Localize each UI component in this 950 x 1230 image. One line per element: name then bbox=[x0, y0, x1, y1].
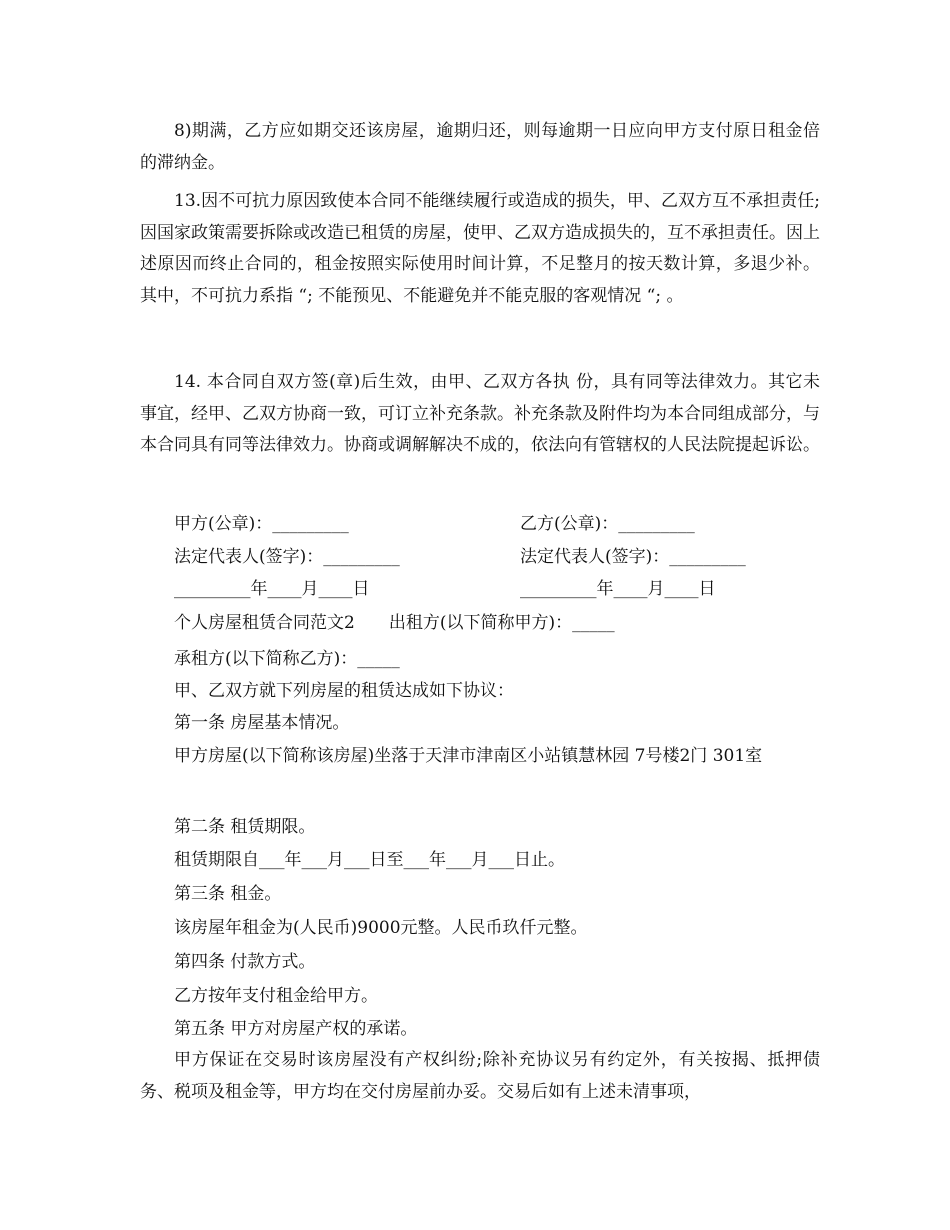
article-3-title: 第三条 租金。 bbox=[174, 884, 282, 904]
article-4-body: 乙方按年支付租金给甲方。 bbox=[174, 986, 378, 1006]
clause-13-paragraph: 13.因不可抗力原因致使本合同不能继续履行或造成的损失，甲、乙双方互不承担责任;因国家政策需要拆除或改造已租赁的房屋，使甲、乙双方造成损失的，互不承担责任。因上述原因而终止合同的，租金按照实际使用时间计算，不足整月的按天数计算，多退少补。 其中，不可抗力系指 “; 不能预见、不能避免并不能克服的客观情况 “; 。 bbox=[140, 191, 820, 306]
party-a-seal-line: 甲方(公章)：_________ bbox=[174, 514, 349, 534]
article-4-title: 第四条 付款方式。 bbox=[174, 952, 316, 972]
clause-8-paragraph: 8)期满，乙方应如期交还该房屋，逾期归还，则每逾期一日应向甲方支付原日租金倍的滞纳金。 bbox=[140, 121, 820, 173]
article-5-body: 甲方保证在交易时该房屋没有产权纠纷;除补充协议另有约定外，有关按揭、抵押债务、税项及租金等，甲方均在交付房屋前办妥。交易后如有上述未清事项， bbox=[140, 1050, 820, 1102]
contract2-title-line: 个人房屋租赁合同范文2 出租方(以下简称甲方)：_____ bbox=[174, 613, 615, 633]
article-1-title: 第一条 房屋基本情况。 bbox=[174, 713, 350, 733]
party-b-date-line: _________年____月____日 bbox=[520, 579, 716, 599]
party-b-representative-line: 法定代表人(签字)：_________ bbox=[520, 547, 746, 567]
article-5-title: 第五条 甲方对房屋产权的承诺。 bbox=[174, 1019, 418, 1039]
article-3-body: 该房屋年租金为(人民币)9000元整。人民币玖仟元整。 bbox=[174, 918, 588, 938]
article-1-body: 甲方房屋(以下简称该房屋)坐落于天津市津南区小站镇慧林园 7号楼2门 301室 bbox=[174, 746, 763, 766]
party-a-representative-line: 法定代表人(签字)：_________ bbox=[174, 547, 400, 567]
article-2-title: 第二条 租赁期限。 bbox=[174, 817, 316, 837]
party-a-date-line: _________年____月____日 bbox=[174, 579, 370, 599]
lessee-line: 承租方(以下简称乙方)：_____ bbox=[174, 649, 400, 669]
agreement-intro-line: 甲、乙双方就下列房屋的租赁达成如下协议： bbox=[174, 681, 514, 701]
clause-14-paragraph: 14. 本合同自双方签(章)后生效，由甲、乙双方各执 份，具有同等法律效力。其它未事宜，经甲、乙双方协商一致，可订立补充条款。补充条款及附件均为本合同组成部分，与本合同具有同等法律效力。协商或调解解决不成的，依法向有管辖权的人民法院提起诉讼。 bbox=[140, 372, 820, 455]
article-2-body: 租赁期限自___年___月___日至___年___月___日止。 bbox=[174, 850, 565, 870]
party-b-seal-line: 乙方(公章)：_________ bbox=[520, 514, 695, 534]
